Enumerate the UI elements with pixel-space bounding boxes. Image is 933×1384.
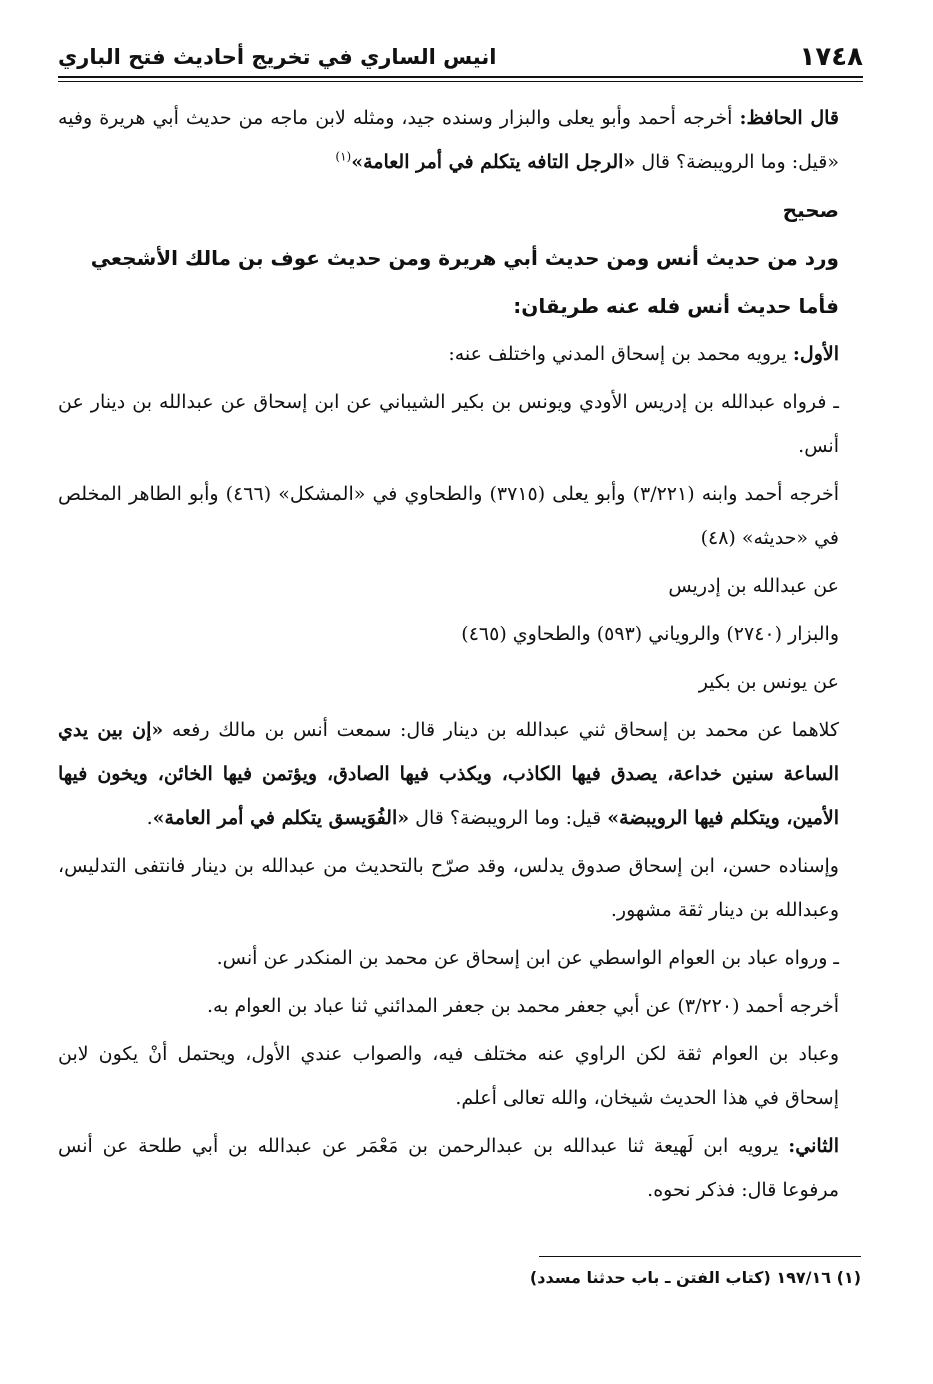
page-header [58, 40, 863, 74]
paragraph-second-path [58, 1124, 861, 1212]
paragraph-abbad: وعباد بن العوام ثقة لكن الراوي عنه مختلف فيه، والصواب عندي الأول، ويحتمل أنْ يكون لابن إسحاق في هذا الحديث شيخان، والله تعالى أعلم. [58, 1043, 839, 1109]
paragraph-first-path [58, 332, 861, 376]
first-text: يرويه محمد بن إسحاق المدني واختلف عنه: [448, 343, 793, 365]
paragraph-an-yunus: عن يونس بن بكير [698, 671, 839, 693]
second-label: الثاني: [788, 1135, 839, 1157]
narrations-heading: ورد من حديث أنس ومن حديث أبي هريرة ومن حديث عوف بن مالك الأشجعي [90, 246, 839, 270]
hadith-question: قيل: وما الرويبضة؟ قال [409, 807, 608, 829]
hadith-answer: «الفُوَيسق يتكلم في أمر العامة» [152, 807, 410, 829]
paragraph-takhrij-2: أخرجه أحمد (٣/٢٢٠) عن أبي جعفر محمد بن جعفر المدائني ثنا عباد بن العوام به. [206, 995, 839, 1017]
hafiz-label: قال الحافظ: [739, 107, 839, 129]
footnote-rule [539, 1256, 861, 1257]
paragraph-bazzar: والبزار (٢٧٤٠) والروياني (٥٩٣) والطحاوي (٤٦٥) [461, 623, 839, 645]
grade-heading: صحيح [782, 198, 839, 222]
paragraph-takhrij-1: أخرجه أحمد وابنه (٣/٢٢١) وأبو يعلى (٣٧١٥) والطحاوي في «المشكل» (٤٦٦) وأبو الطاهر المخلص في «حديثه» (٤٨) [58, 483, 839, 549]
second-text: يرويه ابن لَهيعة ثنا عبدالله بن عبدالرحمن بن مَعْمَر عن عبدالله بن أبي طلحة عن أنس مرفوعا قال: فذكر نحوه. [58, 1135, 839, 1201]
hafiz-text: أخرجه أحمد وأبو يعلى والبزار وسنده جيد، ومثله لابن ماجه من حديث أبي هريرة وفيه «قيل: وما الرويبضة؟ قال [58, 107, 839, 173]
page-number: ١٧٤٨ [799, 42, 863, 72]
paragraph-an-idris: عن عبدالله بن إدريس [668, 575, 839, 597]
hafiz-quote: «الرجل التافه يتكلم في أمر العامة» [351, 151, 636, 173]
hadith-text: «إن بين يدي الساعة سنين خداعة، يصدق فيها الكاذب، ويكذب فيها الصادق، ويؤتمن فيها الخائن، ويخون فيها الأمين، ويتكلم فيها الرويبضة» [58, 719, 839, 829]
first-label: الأول: [792, 343, 839, 365]
footnote: (١) ١٩٧/١٦ (كتاب الفتن ـ باب حدثنا مسدد) [529, 1268, 861, 1287]
hadith-end: . [146, 807, 153, 829]
footnote-ref: (١) [335, 149, 352, 164]
paragraph-hadith [58, 708, 861, 840]
anas-heading: فأما حديث أنس فله عنه طريقان: [513, 294, 839, 318]
main-text [58, 96, 861, 1216]
hadith-intro: كلاهما عن محمد بن إسحاق ثني عبدالله بن دينار قال: سمعت أنس بن مالك رفعه [163, 719, 839, 741]
paragraph-hafiz [58, 96, 861, 184]
paragraph-narration-2: ـ ورواه عباد بن العوام الواسطي عن ابن إسحاق عن محمد بن المنكدر عن أنس. [216, 947, 839, 969]
paragraph-narration-1: ـ فرواه عبدالله بن إدريس الأودي ويونس بن بكير الشيباني عن ابن إسحاق عن عبدالله بن دينار عن أنس. [58, 391, 839, 457]
header-rule [58, 76, 863, 82]
running-title: انيس الساري في تخريج أحاديث فتح الباري [58, 45, 497, 69]
paragraph-isnad: وإسناده حسن، ابن إسحاق صدوق يدلس، وقد صرّح بالتحديث من عبدالله بن دينار فانتفى التدليس، وعبدالله بن دينار ثقة مشهور. [58, 855, 839, 921]
